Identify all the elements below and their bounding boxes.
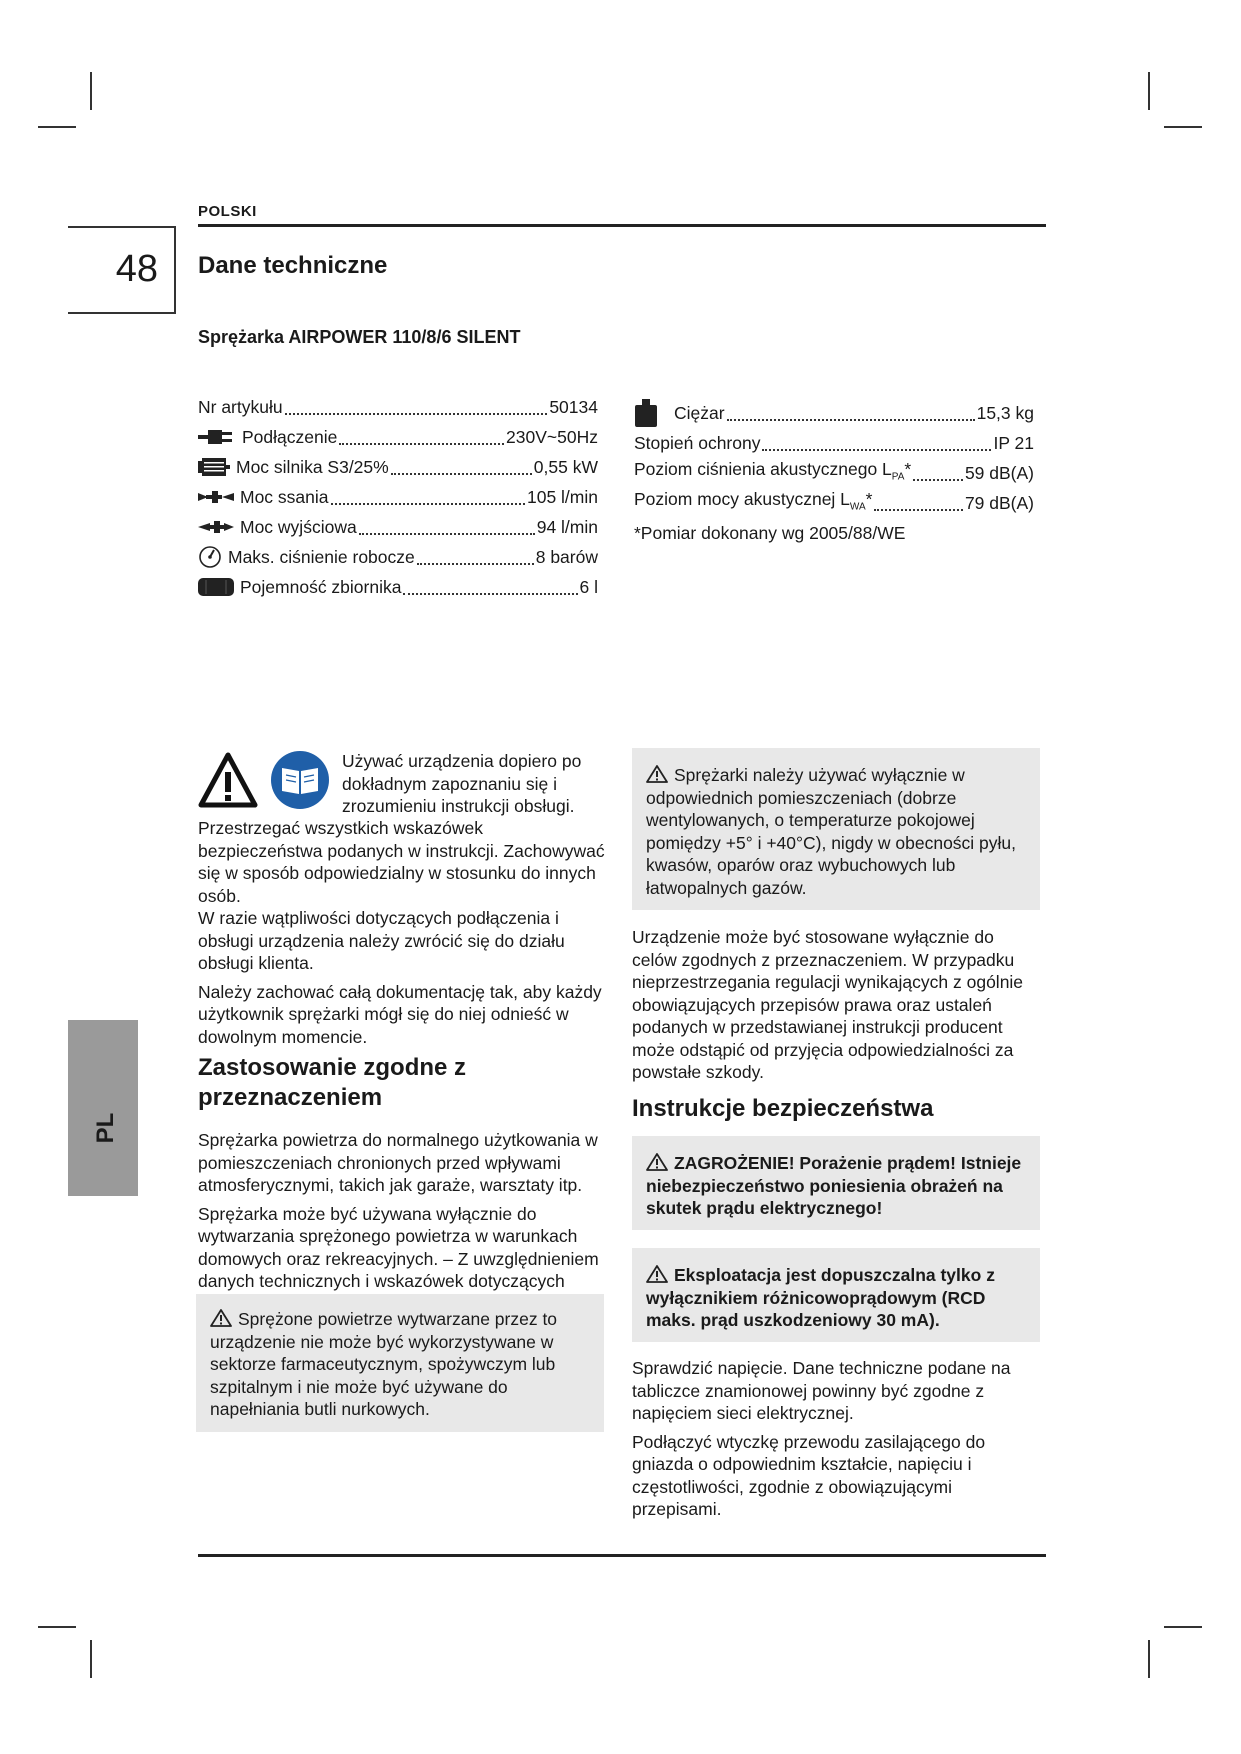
header-rule <box>198 224 1046 227</box>
spec-label: Maks. ciśnienie robocze <box>228 547 415 567</box>
lpa-subscript: PA <box>891 471 905 483</box>
crop-mark <box>90 72 92 110</box>
crop-mark <box>90 1640 92 1678</box>
spec-row <box>198 482 598 512</box>
spec-row <box>198 542 598 572</box>
left-paragraphs <box>198 817 608 1054</box>
warning-triangle-icon <box>198 752 258 808</box>
spec-value: IP 21 <box>993 433 1034 453</box>
specs-left <box>198 392 598 602</box>
spec-value: 94 l/min <box>536 517 598 537</box>
info-box <box>196 1294 604 1432</box>
left-usage-paragraphs <box>198 1129 618 1321</box>
lwa-subscript: WA <box>849 501 866 513</box>
info-box <box>632 748 1040 910</box>
right-paragraph: Urządzenie może być stosowane wyłącznie do celów zgodnych z przeznaczeniem. W przypadku nieprzestrzegania regulacji wynikających z ogólnie obowiązujących przepisów prawa oraz ustaleń podanych w przedstawianej instrukcji producent może odstąpić od przyjęcia odpowiedzialności za powstałe szkody. <box>632 927 1024 1082</box>
spec-label <box>634 484 872 523</box>
warning-icon <box>646 1153 668 1171</box>
spec-label: Pojemność zbiornika <box>240 577 402 597</box>
spec-label: Nr artykułu <box>198 397 283 417</box>
spec-value: 230V~50Hz <box>506 427 598 447</box>
spec-label: Moc wyjściowa <box>240 517 357 537</box>
section-heading: Zastosowanie zgodne z przeznaczeniem <box>198 1054 467 1111</box>
intro-text: Używać urządzenia dopiero po dokładnym zapoznaniu się i zrozumieniu instrukcji obsługi. <box>342 751 582 816</box>
spec-label: Podłączenie <box>242 427 338 447</box>
dot-leader <box>285 399 548 415</box>
right-paragraphs <box>632 1357 1042 1527</box>
crop-mark <box>38 1626 76 1628</box>
spec-row <box>198 572 598 602</box>
page-number: 48 <box>115 248 158 290</box>
paragraph: Należy zachować całą dokumentację tak, aby każdy użytkownik sprężarki mógł się do niej odnieść w dowolnym momencie. <box>198 981 602 1047</box>
spec-label: Stopień ochrony <box>634 433 761 453</box>
dot-leader <box>417 549 534 565</box>
read-manual-icon <box>270 750 330 810</box>
warning-icon <box>210 1309 232 1327</box>
crop-mark <box>38 126 76 128</box>
rcd-box-text: Eksploatacja jest dopuszczalna tylko z wyłącznikiem różnicowoprądowym (RCD maks. prąd uszkodzeniowy 30 mA). <box>646 1265 995 1330</box>
output-icon <box>198 520 234 534</box>
lpa-label: Poziom ciśnienia akustycznego L <box>634 458 892 479</box>
specs-right <box>634 398 1034 548</box>
paragraph: Sprawdzić napięcie. Dane techniczne podane na tabliczce znamionowej powinny być zgodne z napięciem sieci elektrycznej. <box>632 1358 1011 1423</box>
rcd-box <box>632 1248 1040 1342</box>
suction-icon <box>198 490 234 504</box>
spec-note: *Pomiar dokonany wg 2005/88/WE <box>634 523 906 543</box>
spec-value: 79 dB(A) <box>964 493 1034 513</box>
spec-row <box>198 422 598 452</box>
pressure-gauge-icon <box>198 545 222 569</box>
tank-icon <box>198 577 234 597</box>
crop-mark <box>1164 126 1202 128</box>
crop-mark <box>1148 1640 1150 1678</box>
spec-row <box>198 512 598 542</box>
spec-value: 50134 <box>549 397 598 417</box>
danger-box <box>632 1136 1040 1230</box>
paragraph: Podłączyć wtyczkę przewodu zasilającego do gniazda o odpowiednim kształcie, napięciu i częstotliwości, zgodnie z obowiązującymi przepisami. <box>632 1431 986 1519</box>
danger-box-text: ZAGROŻENIE! Porażenie prądem! Istnieje niebezpieczeństwo poniesienia obrażeń na skutek prądu elektrycznego! <box>646 1153 1022 1218</box>
dot-leader <box>339 429 504 445</box>
language-side-tab <box>68 1020 138 1196</box>
section-heading: Instrukcje bezpieczeństwa <box>632 1095 934 1122</box>
dot-leader <box>874 495 962 511</box>
spec-row <box>198 392 598 422</box>
lwa-asterisk: * <box>865 488 873 509</box>
lpa-asterisk: * <box>904 458 912 479</box>
dot-leader <box>391 459 532 475</box>
warning-icon <box>646 1265 668 1283</box>
model-name: Sprężarka AIRPOWER 110/8/6 SILENT <box>198 327 521 347</box>
dot-leader <box>727 405 975 421</box>
spec-value: 105 l/min <box>526 487 598 507</box>
footer-rule <box>198 1554 1046 1557</box>
language-label: POLSKI <box>198 203 257 220</box>
warning-icon <box>646 765 668 783</box>
motor-icon <box>198 457 230 477</box>
paragraph: Przestrzegać wszystkich wskazówek bezpieczeństwa podanych w instrukcji. Zachowywać się w sposób odpowiedzialny w stosunku do innych osób. <box>198 818 605 906</box>
weight-icon <box>634 399 658 427</box>
language-tab-label: PL <box>92 1112 119 1144</box>
paragraph: Sprężarka powietrza do normalnego użytkowania w pomieszczeniach chronionych przed wpływami atmosferycznymi, takich jak garaże, warsztaty itp. <box>198 1130 598 1195</box>
spec-value: 15,3 kg <box>976 403 1034 423</box>
plug-icon <box>198 428 236 446</box>
page-title: Dane techniczne <box>198 252 388 279</box>
crop-mark <box>1164 1626 1202 1628</box>
dot-leader <box>403 579 577 595</box>
info-box-text: Sprężone powietrze wytwarzane przez to urządzenie nie może być wykorzystywane w sektorze farmaceutycznym, spożywczym lub szpitalnym i nie może być używane do napełniania butli nurkowych. <box>210 1309 558 1419</box>
spec-value: 0,55 kW <box>533 457 598 477</box>
dot-leader <box>762 435 991 451</box>
spec-label: Moc silnika S3/25% <box>236 457 389 477</box>
spec-row <box>198 452 598 482</box>
paragraph: W razie wątpliwości dotyczących podłączenia i obsługi urządzenia należy zwrócić się do działu obsługi klienta. <box>198 908 565 973</box>
page-number-box <box>68 226 176 314</box>
lwa-label: Poziom mocy akustycznej L <box>634 488 850 509</box>
crop-mark <box>1148 72 1150 110</box>
spec-value: 6 l <box>579 577 598 597</box>
spec-label: Ciężar <box>674 403 725 423</box>
info-box-text: Sprężarki należy używać wyłącznie w odpowiednich pomieszczeniach (dobrze wentylowanych, o temperaturze pokojowej pomiędzy +5° i +40°C), nigdy w obecności pyłu, kwasów, oparów oraz wybuchowych lub łatwopalnych gazów. <box>646 765 1017 898</box>
dot-leader <box>913 465 963 481</box>
spec-row <box>634 398 1034 428</box>
spec-label: Moc ssania <box>240 487 329 507</box>
spec-row <box>634 488 1034 518</box>
dot-leader <box>359 519 535 535</box>
spec-value: 59 dB(A) <box>964 463 1034 483</box>
dot-leader <box>331 489 525 505</box>
paragraph: Sprężarka może być używana wyłącznie do wytwarzania sprężonego powietrza w warunkach domowych oraz rekreacyjnych. – Z uwzględnieniem danych technicznych i wskazówek dotyczących <box>198 1203 599 1291</box>
spec-value: 8 barów <box>535 547 598 567</box>
